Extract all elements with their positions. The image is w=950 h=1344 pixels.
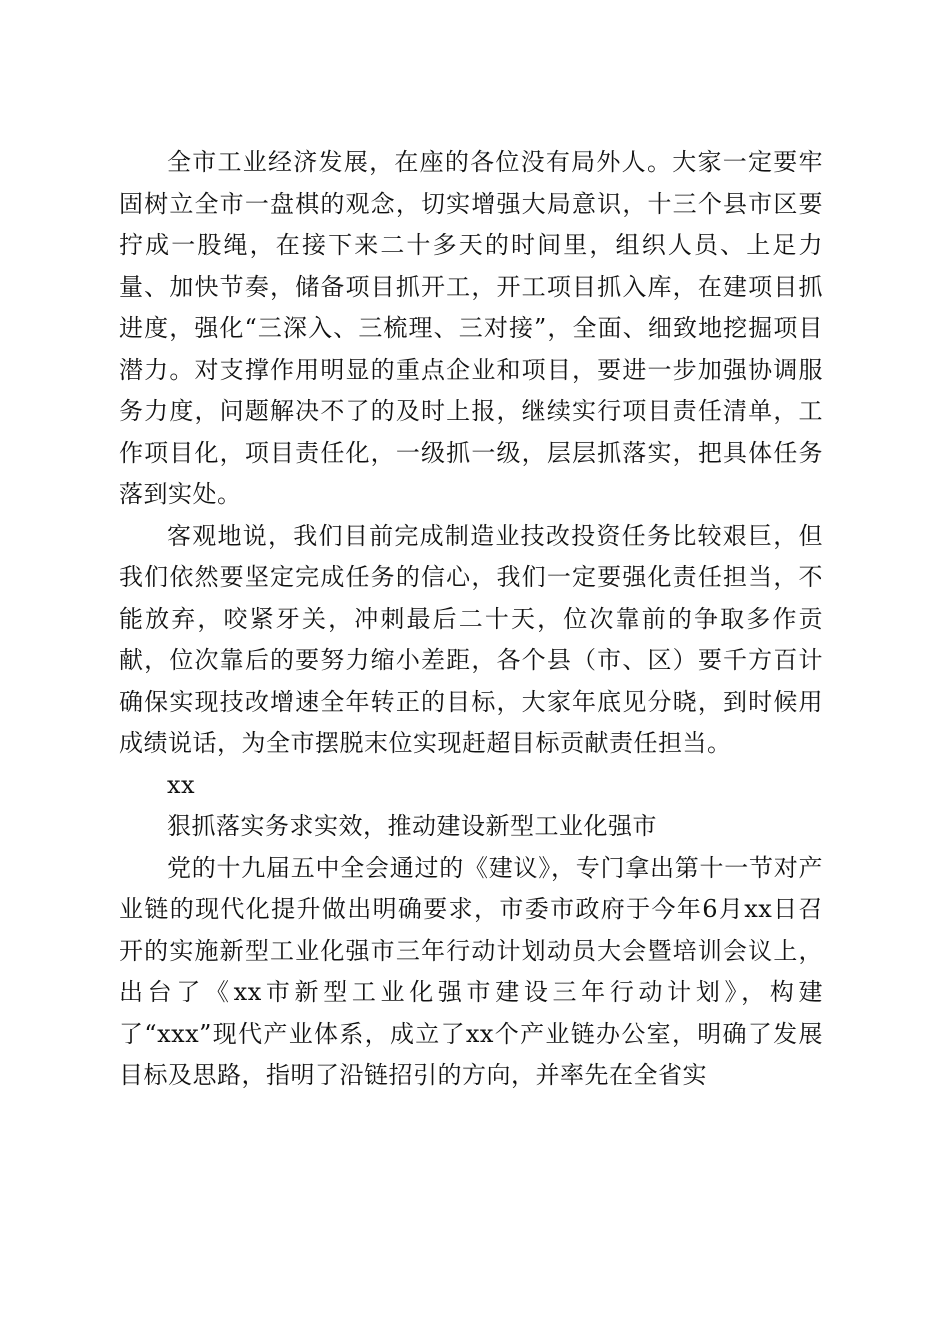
speaker-name: xx: [167, 770, 196, 799]
document-body: [119, 142, 823, 1097]
paragraph-tech-investment: 客观地说，我们目前完成制造业技改投资任务比较艰巨，但我们依然要坚定完成任务的信心，我们一定要强化责任担当，不能放弃，咬紧牙关，冲刺最后二十天，位次靠前的争取多作贡献，位次靠后的要努力缩小差距，各个县（市、区）要千方百计确保实现技改增速全年转正的目标，大家年底见分晓，到时候用成绩说话，为全市摆脱末位实现赶超目标贡献责任担当。: [119, 521, 823, 757]
paragraph-industrial-economy: 全市工业经济发展，在座的各位没有局外人。大家一定要牢固树立全市一盘棋的观念，切实增强大局意识，十三个县市区要拧成一股绳，在接下来二十多天的时间里，组织人员、上足力量、加快节奏，储备项目抓开工，开工项目抓入库，在建项目抓进度，强化“三深入、三梳理、三对接”，全面、细致地挖掘项目潜力。对支撑作用明显的重点企业和项目，要进一步加强协调服务力度，问题解决不了的及时上报，继续实行项目责任清单，工作项目化，项目责任化，一级抓一级，层层抓落实，把具体任务落到实处。: [119, 148, 823, 508]
section-title: 狠抓落实务求实效，推动建设新型工业化强市: [167, 812, 657, 840]
paragraph-industrial-chain: 党的十九届五中全会通过的《建议》，专门拿出第十一节对产业链的现代化提升做出明确要求，市委市政府于今年6月xx日召开的实施新型工业化强市三年行动计划动员大会暨培训会议上，出台了《xx市新型工业化强市建设三年行动计划》，构建了“xxx”现代产业体系，成立了xx个产业链办公室，明确了发展目标及思路，指明了沿链招引的方向，并率先在全省实: [119, 853, 823, 1089]
